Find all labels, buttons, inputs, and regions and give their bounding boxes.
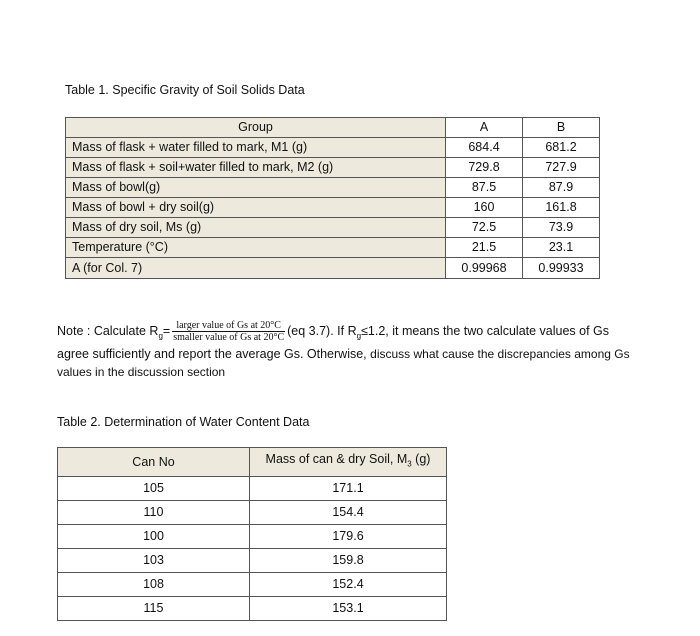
can-no: 108 bbox=[58, 572, 250, 596]
note-line2-small: discuss what cause the discrepancies among Gs bbox=[370, 347, 630, 362]
table-row bbox=[66, 178, 600, 198]
r-subscript: g bbox=[158, 331, 163, 341]
fraction-numerator: larger value of Gs at 20°C bbox=[172, 320, 285, 332]
col-b-header: B bbox=[523, 118, 600, 138]
row-label: Mass of bowl(g) bbox=[66, 178, 446, 198]
row-label: Mass of flask + water filled to mark, M1 (g) bbox=[66, 138, 446, 158]
group-header: Group bbox=[66, 118, 446, 138]
value-a: 72.5 bbox=[446, 218, 523, 238]
can-mass: 153.1 bbox=[250, 596, 447, 620]
cond-subscript: g bbox=[356, 331, 362, 341]
mass-header bbox=[250, 448, 447, 477]
table-row bbox=[58, 476, 447, 500]
can-mass: 171.1 bbox=[250, 476, 447, 500]
value-b: 23.1 bbox=[523, 238, 600, 258]
can-no: 103 bbox=[58, 548, 250, 572]
row-label: Mass of dry soil, Ms (g) bbox=[66, 218, 446, 238]
note-equals: = bbox=[162, 323, 171, 338]
table2-caption: Table 2. Determination of Water Content Data bbox=[57, 415, 310, 429]
value-a: 21.5 bbox=[446, 238, 523, 258]
can-no: 115 bbox=[58, 596, 250, 620]
can-no: 105 bbox=[58, 476, 250, 500]
note-after-fraction: (eq 3.7). If R bbox=[287, 323, 357, 338]
value-a: 684.4 bbox=[446, 138, 523, 158]
value-a: 87.5 bbox=[446, 178, 523, 198]
value-b: 87.9 bbox=[523, 178, 600, 198]
ratio-fraction bbox=[172, 320, 285, 343]
value-b: 681.2 bbox=[523, 138, 600, 158]
table-row bbox=[66, 258, 600, 279]
mass-header-unit: (g) bbox=[411, 452, 431, 466]
table-row bbox=[58, 500, 447, 524]
note-line-3: values in the discussion section bbox=[57, 365, 226, 380]
note-prefix: Note : Calculate R bbox=[57, 323, 159, 338]
value-a: 0.99968 bbox=[446, 258, 523, 279]
table-row bbox=[58, 548, 447, 572]
note-condition: ≤1.2, it means the two calculate values of Gs bbox=[361, 323, 610, 338]
can-no-header: Can No bbox=[58, 448, 250, 477]
table-row bbox=[58, 524, 447, 548]
table-row bbox=[66, 138, 600, 158]
table1-caption: Table 1. Specific Gravity of Soil Solids Data bbox=[65, 83, 305, 97]
can-no: 110 bbox=[58, 500, 250, 524]
specific-gravity-table bbox=[65, 117, 600, 279]
can-mass: 154.4 bbox=[250, 500, 447, 524]
note-paragraph bbox=[57, 320, 657, 381]
table-row bbox=[66, 198, 600, 218]
table2-header-row bbox=[58, 448, 447, 477]
can-mass: 179.6 bbox=[250, 524, 447, 548]
value-b: 161.8 bbox=[523, 198, 600, 218]
note-line2-main: agree sufficiently and report the average Gs. Otherwise, bbox=[57, 347, 367, 362]
table-row bbox=[66, 158, 600, 178]
can-mass: 159.8 bbox=[250, 548, 447, 572]
can-no: 100 bbox=[58, 524, 250, 548]
note-line-2 bbox=[57, 345, 657, 363]
value-b: 0.99933 bbox=[523, 258, 600, 279]
value-a: 160 bbox=[446, 198, 523, 218]
table1-header-row bbox=[66, 118, 600, 138]
table-row bbox=[58, 572, 447, 596]
table-row bbox=[66, 218, 600, 238]
can-mass: 152.4 bbox=[250, 572, 447, 596]
water-content-table bbox=[57, 447, 447, 621]
mass-header-text: Mass of can & dry Soil, M bbox=[265, 452, 408, 466]
fraction-denominator: smaller value of Gs at 20°C bbox=[173, 332, 285, 343]
note-line-1 bbox=[57, 320, 657, 345]
col-a-header: A bbox=[446, 118, 523, 138]
row-label: A (for Col. 7) bbox=[66, 258, 446, 279]
row-label: Temperature (°C) bbox=[66, 238, 446, 258]
mass-header-sub: 3 bbox=[407, 459, 412, 469]
table-row bbox=[58, 596, 447, 620]
value-a: 729.8 bbox=[446, 158, 523, 178]
value-b: 727.9 bbox=[523, 158, 600, 178]
row-label: Mass of flask + soil+water filled to mark, M2 (g) bbox=[66, 158, 446, 178]
table-row bbox=[66, 238, 600, 258]
value-b: 73.9 bbox=[523, 218, 600, 238]
row-label: Mass of bowl + dry soil(g) bbox=[66, 198, 446, 218]
